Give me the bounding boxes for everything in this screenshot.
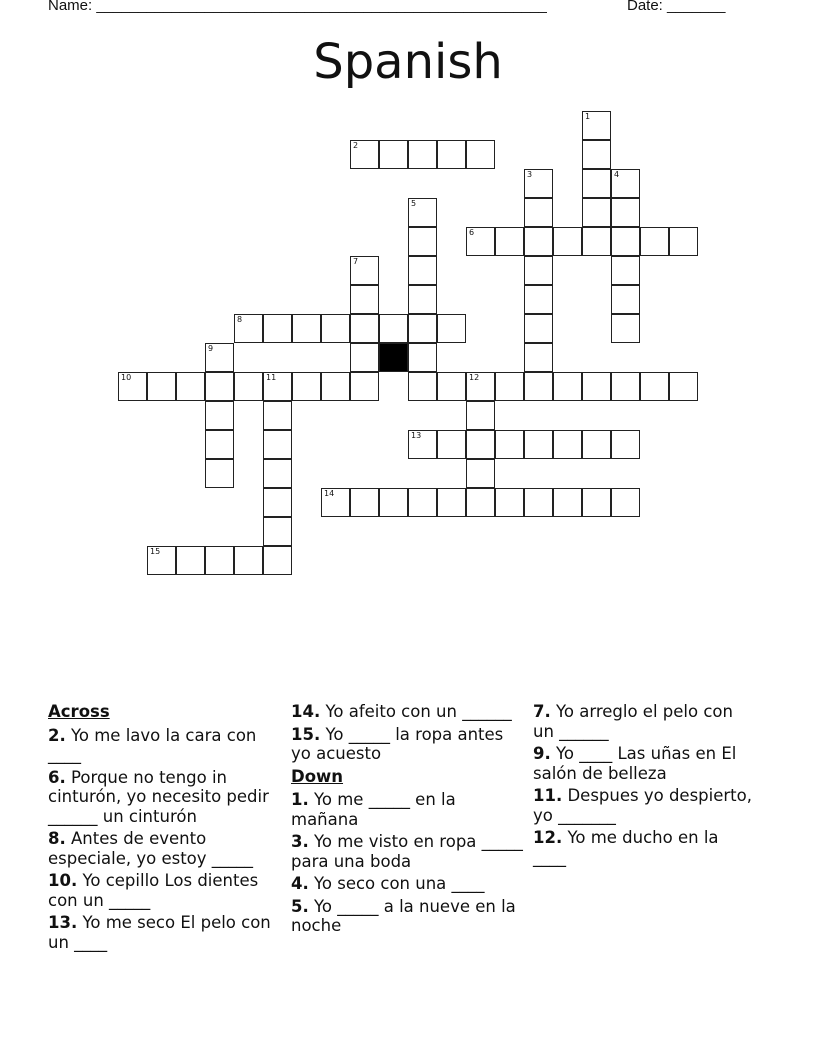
grid-cell[interactable] xyxy=(408,140,437,169)
grid-cell[interactable] xyxy=(437,372,466,401)
clue-number-label: 10. xyxy=(48,871,78,890)
grid-cell[interactable] xyxy=(408,372,437,401)
clue-number: 8 xyxy=(237,315,243,324)
grid-cell[interactable] xyxy=(466,372,495,401)
clue-number: 12 xyxy=(469,373,480,382)
clue-item xyxy=(291,725,527,764)
clue-number: 11 xyxy=(266,373,277,382)
grid-cell[interactable] xyxy=(524,198,553,227)
grid-cell[interactable] xyxy=(553,372,582,401)
grid-cell[interactable] xyxy=(495,372,524,401)
grid-cell[interactable] xyxy=(437,314,466,343)
grid-cell[interactable] xyxy=(350,488,379,517)
clue-number: 14 xyxy=(324,489,335,498)
grid-cell[interactable] xyxy=(524,488,553,517)
grid-cell[interactable] xyxy=(350,372,379,401)
grid-cell[interactable] xyxy=(205,343,234,372)
grid-cell[interactable] xyxy=(495,227,524,256)
clue-number-label: 1. xyxy=(291,790,309,809)
grid-cell[interactable] xyxy=(611,198,640,227)
grid-cell[interactable] xyxy=(408,256,437,285)
grid-cell[interactable] xyxy=(350,140,379,169)
grid-cell[interactable] xyxy=(611,314,640,343)
grid-cell[interactable] xyxy=(321,372,350,401)
grid-cell[interactable] xyxy=(582,111,611,140)
clue-number-label: 3. xyxy=(291,832,309,851)
grid-cell[interactable] xyxy=(553,430,582,459)
grid-cell[interactable] xyxy=(205,372,234,401)
grid-cell[interactable] xyxy=(582,227,611,256)
clue-text: Yo _____ a la nueve en la noche xyxy=(291,896,516,935)
grid-cell[interactable] xyxy=(263,314,292,343)
grid-cell[interactable] xyxy=(611,285,640,314)
clue-item xyxy=(291,874,527,894)
clue-text: Despues yo despierto, yo _______ xyxy=(533,786,752,825)
grid-cell[interactable] xyxy=(611,169,640,198)
grid-cell[interactable] xyxy=(669,372,698,401)
clue-column-2 xyxy=(291,702,527,939)
grid-cell[interactable] xyxy=(524,372,553,401)
clue-number-label: 13. xyxy=(48,913,78,932)
clue-column-1 xyxy=(48,702,284,955)
clue-text: Porque no tengo in cinturón, yo necesito pedir ______ un cinturón xyxy=(48,767,269,826)
grid-cell[interactable] xyxy=(466,488,495,517)
grid-cell[interactable] xyxy=(205,401,234,430)
clue-item xyxy=(48,726,284,765)
clue-number: 1 xyxy=(585,112,591,121)
clue-item xyxy=(48,871,284,910)
grid-cell[interactable] xyxy=(611,488,640,517)
clue-number: 2 xyxy=(353,141,359,150)
grid-cell[interactable] xyxy=(147,372,176,401)
clue-item xyxy=(533,786,753,825)
clue-number-label: 5. xyxy=(291,896,309,916)
clue-number: 10 xyxy=(121,373,132,382)
grid-cell[interactable] xyxy=(437,488,466,517)
grid-cell[interactable] xyxy=(408,343,437,372)
clue-item xyxy=(291,832,527,871)
grid-cell[interactable] xyxy=(582,198,611,227)
grid-cell[interactable] xyxy=(408,285,437,314)
grid-cell[interactable] xyxy=(582,169,611,198)
grid-cell[interactable] xyxy=(495,430,524,459)
clue-number: 3 xyxy=(527,170,533,179)
grid-cell[interactable] xyxy=(524,430,553,459)
clue-number-label: 15. xyxy=(291,724,321,744)
grid-cell[interactable] xyxy=(553,488,582,517)
grid-cell[interactable] xyxy=(611,256,640,285)
grid-cell[interactable] xyxy=(408,314,437,343)
clue-text: Yo ____ Las uñas en El salón de belleza xyxy=(533,744,737,783)
clue-item xyxy=(291,790,527,829)
grid-cell[interactable] xyxy=(118,372,147,401)
grid-cell[interactable] xyxy=(466,430,495,459)
grid-cell[interactable] xyxy=(611,372,640,401)
clue-number: 15 xyxy=(150,547,161,556)
clue-number: 7 xyxy=(353,257,359,266)
clue-number-label: 2. xyxy=(48,725,66,745)
grid-cell[interactable] xyxy=(350,314,379,343)
grid-cell[interactable] xyxy=(553,227,582,256)
clue-item xyxy=(533,744,753,783)
clue-item xyxy=(533,702,753,741)
grid-cell[interactable] xyxy=(379,488,408,517)
grid-cell[interactable] xyxy=(408,198,437,227)
grid-cell[interactable] xyxy=(321,314,350,343)
clue-text: Yo me seco El pelo con un ____ xyxy=(48,913,271,952)
grid-cell[interactable] xyxy=(524,256,553,285)
clue-text: Yo _____ la ropa antes yo acuesto xyxy=(291,724,504,763)
grid-cell[interactable] xyxy=(350,343,379,372)
grid-cell[interactable] xyxy=(524,169,553,198)
clue-text: Yo afeito con un ______ xyxy=(320,702,512,721)
grid-cell[interactable] xyxy=(582,488,611,517)
grid-cell[interactable] xyxy=(379,314,408,343)
clue-text: Yo arreglo el pelo con un ______ xyxy=(533,702,733,741)
grid-cell[interactable] xyxy=(466,227,495,256)
grid-cell[interactable] xyxy=(408,430,437,459)
grid-cell[interactable] xyxy=(234,314,263,343)
clue-column-3 xyxy=(533,702,753,870)
grid-cell[interactable] xyxy=(234,546,263,575)
clue-number-label: 8. xyxy=(48,829,66,848)
grid-cell[interactable] xyxy=(379,140,408,169)
grid-cell[interactable] xyxy=(437,140,466,169)
date-field-label: Date: _______ xyxy=(627,0,726,14)
clue-number-label: 12. xyxy=(533,828,563,847)
grid-cell[interactable] xyxy=(466,140,495,169)
grid-cell[interactable] xyxy=(263,546,292,575)
grid-cell[interactable] xyxy=(176,372,205,401)
grid-cell[interactable] xyxy=(524,314,553,343)
grid-cell[interactable] xyxy=(495,488,524,517)
clue-text: Yo me ducho en la ____ xyxy=(533,828,719,867)
clue-item xyxy=(48,913,284,952)
grid-cell[interactable] xyxy=(350,256,379,285)
clue-item xyxy=(48,829,284,868)
clue-number: 6 xyxy=(469,228,475,237)
clue-number: 13 xyxy=(411,431,422,440)
name-field-label: Name: ______________________________________________________ xyxy=(48,0,547,14)
clue-section-heading: Across xyxy=(48,702,110,721)
grid-cell[interactable] xyxy=(263,430,292,459)
clue-item xyxy=(533,828,753,867)
grid-cell[interactable] xyxy=(263,401,292,430)
clue-item xyxy=(291,897,527,936)
grid-cell[interactable] xyxy=(582,430,611,459)
grid-cell[interactable] xyxy=(582,140,611,169)
grid-cell[interactable] xyxy=(321,488,350,517)
clue-text: Yo me visto en ropa _____ para una boda xyxy=(291,832,523,871)
clue-text: Yo seco con una ____ xyxy=(308,874,485,893)
clue-number: 9 xyxy=(208,344,214,353)
clue-section-heading: Down xyxy=(291,766,344,786)
grid-cell[interactable] xyxy=(176,546,205,575)
grid-cell[interactable] xyxy=(582,372,611,401)
grid-cell[interactable] xyxy=(263,372,292,401)
clue-number: 4 xyxy=(614,170,620,179)
grid-cell[interactable] xyxy=(524,227,553,256)
grid-cell[interactable] xyxy=(611,227,640,256)
grid-cell[interactable] xyxy=(205,430,234,459)
grid-cell[interactable] xyxy=(292,372,321,401)
clue-number-label: 9. xyxy=(533,744,551,763)
clue-text: Yo cepillo Los dientes con un _____ xyxy=(48,871,259,910)
grid-cell[interactable] xyxy=(205,546,234,575)
grid-cell[interactable] xyxy=(408,227,437,256)
clue-text: Yo me lavo la cara con ____ xyxy=(48,725,257,764)
clue-number: 5 xyxy=(411,199,417,208)
page-title: Spanish xyxy=(313,34,503,90)
grid-cell[interactable] xyxy=(611,430,640,459)
grid-cell[interactable] xyxy=(147,546,176,575)
grid-cell[interactable] xyxy=(640,227,669,256)
grid-cell[interactable] xyxy=(466,459,495,488)
grid-cell[interactable] xyxy=(234,372,263,401)
clue-number-label: 11. xyxy=(533,786,563,805)
grid-cell[interactable] xyxy=(524,343,553,372)
clue-item xyxy=(291,702,527,722)
clue-number-label: 6. xyxy=(48,767,66,787)
clue-number-label: 7. xyxy=(533,702,551,721)
grid-cell[interactable] xyxy=(640,372,669,401)
clue-text: Yo me _____ en la mañana xyxy=(291,790,456,829)
grid-cell[interactable] xyxy=(263,459,292,488)
grid-cell[interactable] xyxy=(669,227,698,256)
grid-cell[interactable] xyxy=(350,285,379,314)
grid-cell[interactable] xyxy=(466,401,495,430)
clue-text: Antes de evento especiale, yo estoy _____ xyxy=(48,829,254,868)
grid-cell[interactable] xyxy=(205,459,234,488)
grid-cell[interactable] xyxy=(292,314,321,343)
clue-item xyxy=(48,768,284,827)
clue-number-label: 4. xyxy=(291,874,309,893)
grid-cell[interactable] xyxy=(408,488,437,517)
grid-cell[interactable] xyxy=(263,488,292,517)
grid-cell[interactable] xyxy=(437,430,466,459)
clue-number-label: 14. xyxy=(291,702,321,721)
grid-cell[interactable] xyxy=(263,517,292,546)
grid-cell[interactable] xyxy=(524,285,553,314)
blocked-cell xyxy=(379,343,408,372)
